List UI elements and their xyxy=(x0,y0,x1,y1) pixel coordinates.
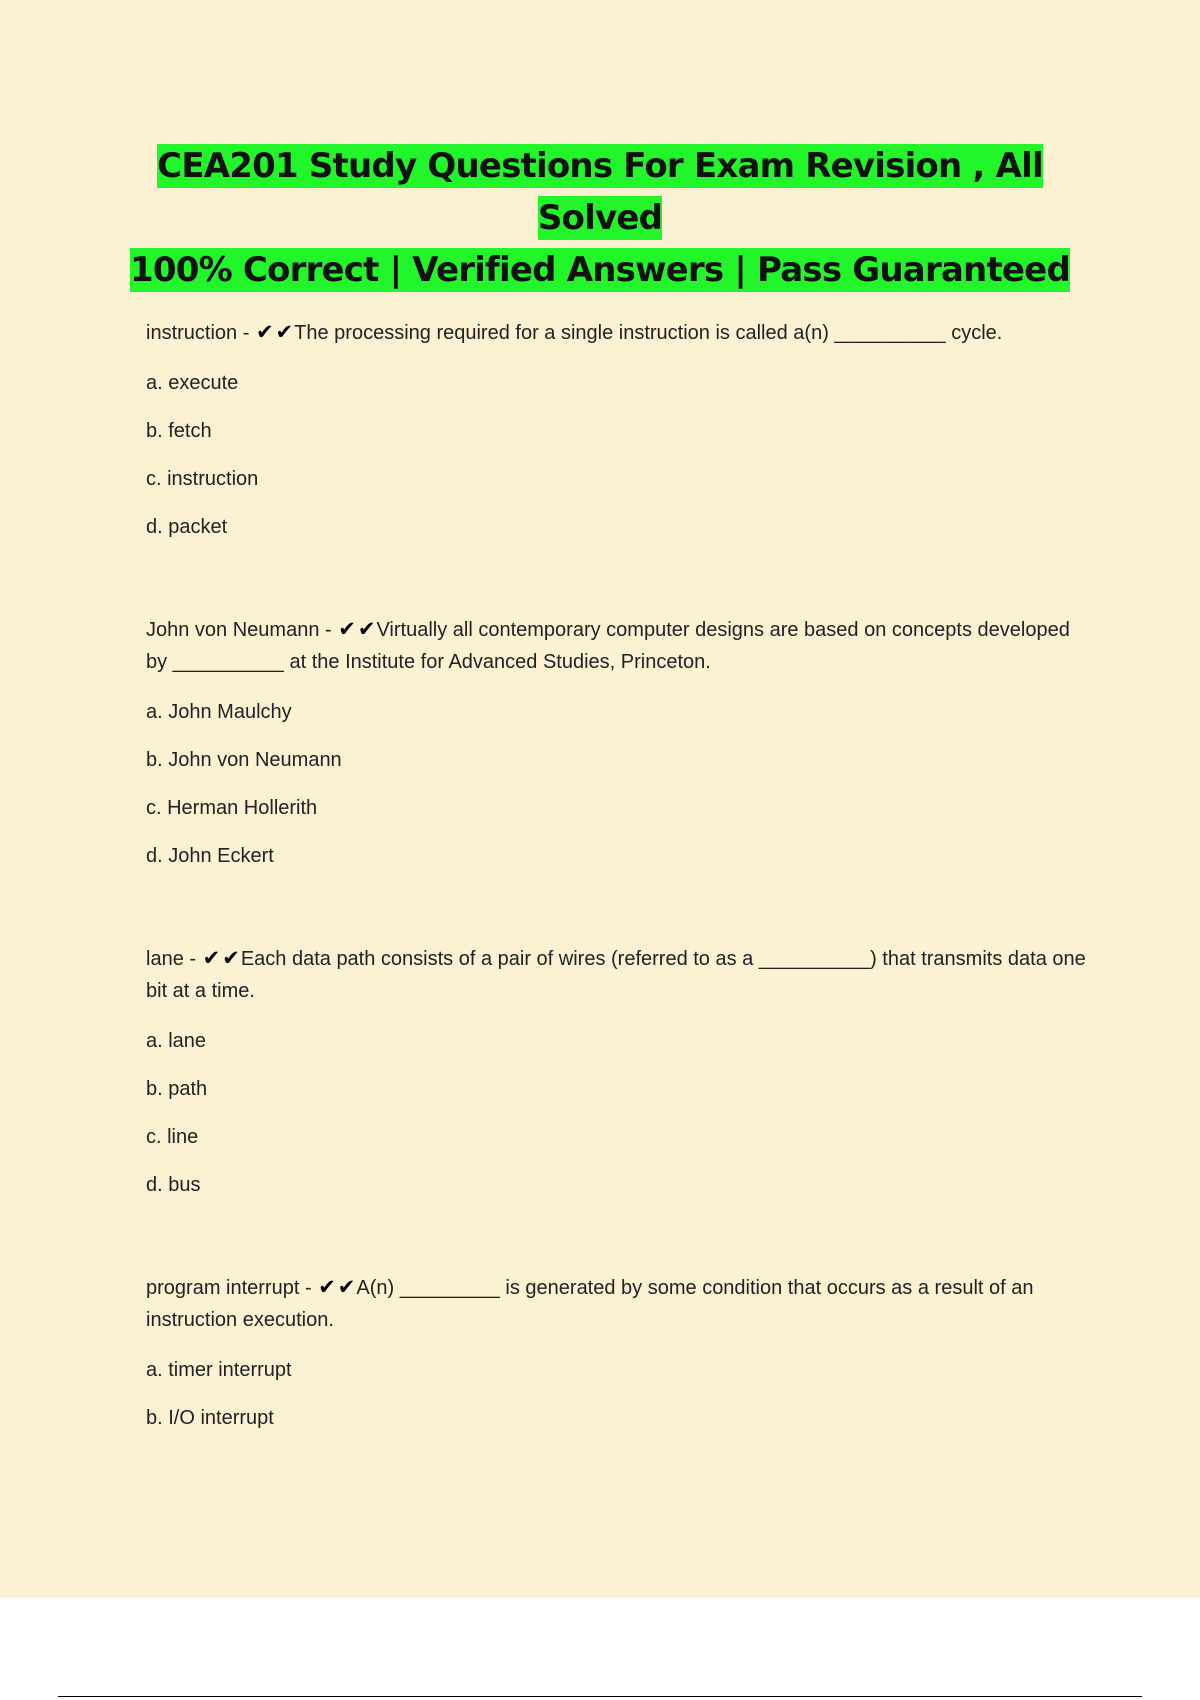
option-d: d. John Eckert xyxy=(146,845,274,867)
question-2-text: Virtually all contemporary computer designs are based on concepts developed by __________ at the Institute for Advanced Studies, Princeton. xyxy=(146,619,1070,673)
option-c: c. line xyxy=(146,1126,199,1148)
check-icon: ✔ xyxy=(318,1275,336,1299)
check-icon: ✔ xyxy=(255,320,274,344)
option-d: d. bus xyxy=(146,1174,201,1196)
option-a: a. execute xyxy=(146,372,239,394)
separator: - xyxy=(319,619,338,641)
title-line-1: CEA201 Study Questions For Exam Revision , All Solved xyxy=(157,146,1043,238)
question-block-3 xyxy=(146,942,1096,1209)
option-b: b. fetch xyxy=(146,420,212,442)
title-line-2: 100% Correct | Verified Answers | Pass Guaranteed xyxy=(130,250,1070,290)
question-4-answer: program interrupt xyxy=(146,1277,300,1299)
question-1 xyxy=(146,316,1096,349)
option-c: c. Herman Hollerith xyxy=(146,797,318,819)
question-2-answer: John von Neumann xyxy=(146,619,320,641)
option-c: c. instruction xyxy=(146,468,259,490)
question-3-text: Each data path consists of a pair of wires (referred to as a __________) that transmits data one bit at a time. xyxy=(146,948,1086,1002)
question-block-1 xyxy=(146,316,1096,551)
option-b: b. path xyxy=(146,1078,208,1100)
question-1-answer: instruction xyxy=(146,322,238,344)
question-1-text: The processing required for a single instruction is called a(n) __________ cycle. xyxy=(294,322,1003,344)
question-block-2 xyxy=(146,613,1096,880)
check-icon: ✔ xyxy=(202,946,221,970)
check-icon: ✔ xyxy=(222,946,240,970)
footer-divider xyxy=(58,1696,1142,1697)
question-block-4 xyxy=(146,1271,1096,1442)
document-title xyxy=(100,140,1100,296)
question-3-answer: lane xyxy=(146,948,184,970)
question-4 xyxy=(146,1271,1096,1336)
check-icon: ✔ xyxy=(275,320,294,344)
question-2 xyxy=(146,613,1096,678)
separator: - xyxy=(237,322,255,344)
option-a: a. John Maulchy xyxy=(146,701,292,723)
check-icon: ✔ xyxy=(337,1275,356,1299)
option-a: a. lane xyxy=(146,1030,207,1052)
question-3 xyxy=(146,942,1096,1007)
check-icon: ✔ xyxy=(338,617,356,641)
question-4-text: A(n) _________ is generated by some condition that occurs as a result of an instruction execution. xyxy=(146,1277,1034,1331)
check-icon: ✔ xyxy=(357,617,376,641)
separator: - xyxy=(299,1277,318,1299)
option-b: b. John von Neumann xyxy=(146,749,342,771)
separator: - xyxy=(183,948,202,970)
option-a: a. timer interrupt xyxy=(146,1359,292,1381)
option-b: b. I/O interrupt xyxy=(146,1407,274,1429)
question-list xyxy=(146,316,1096,1504)
option-d: d. packet xyxy=(146,516,228,538)
